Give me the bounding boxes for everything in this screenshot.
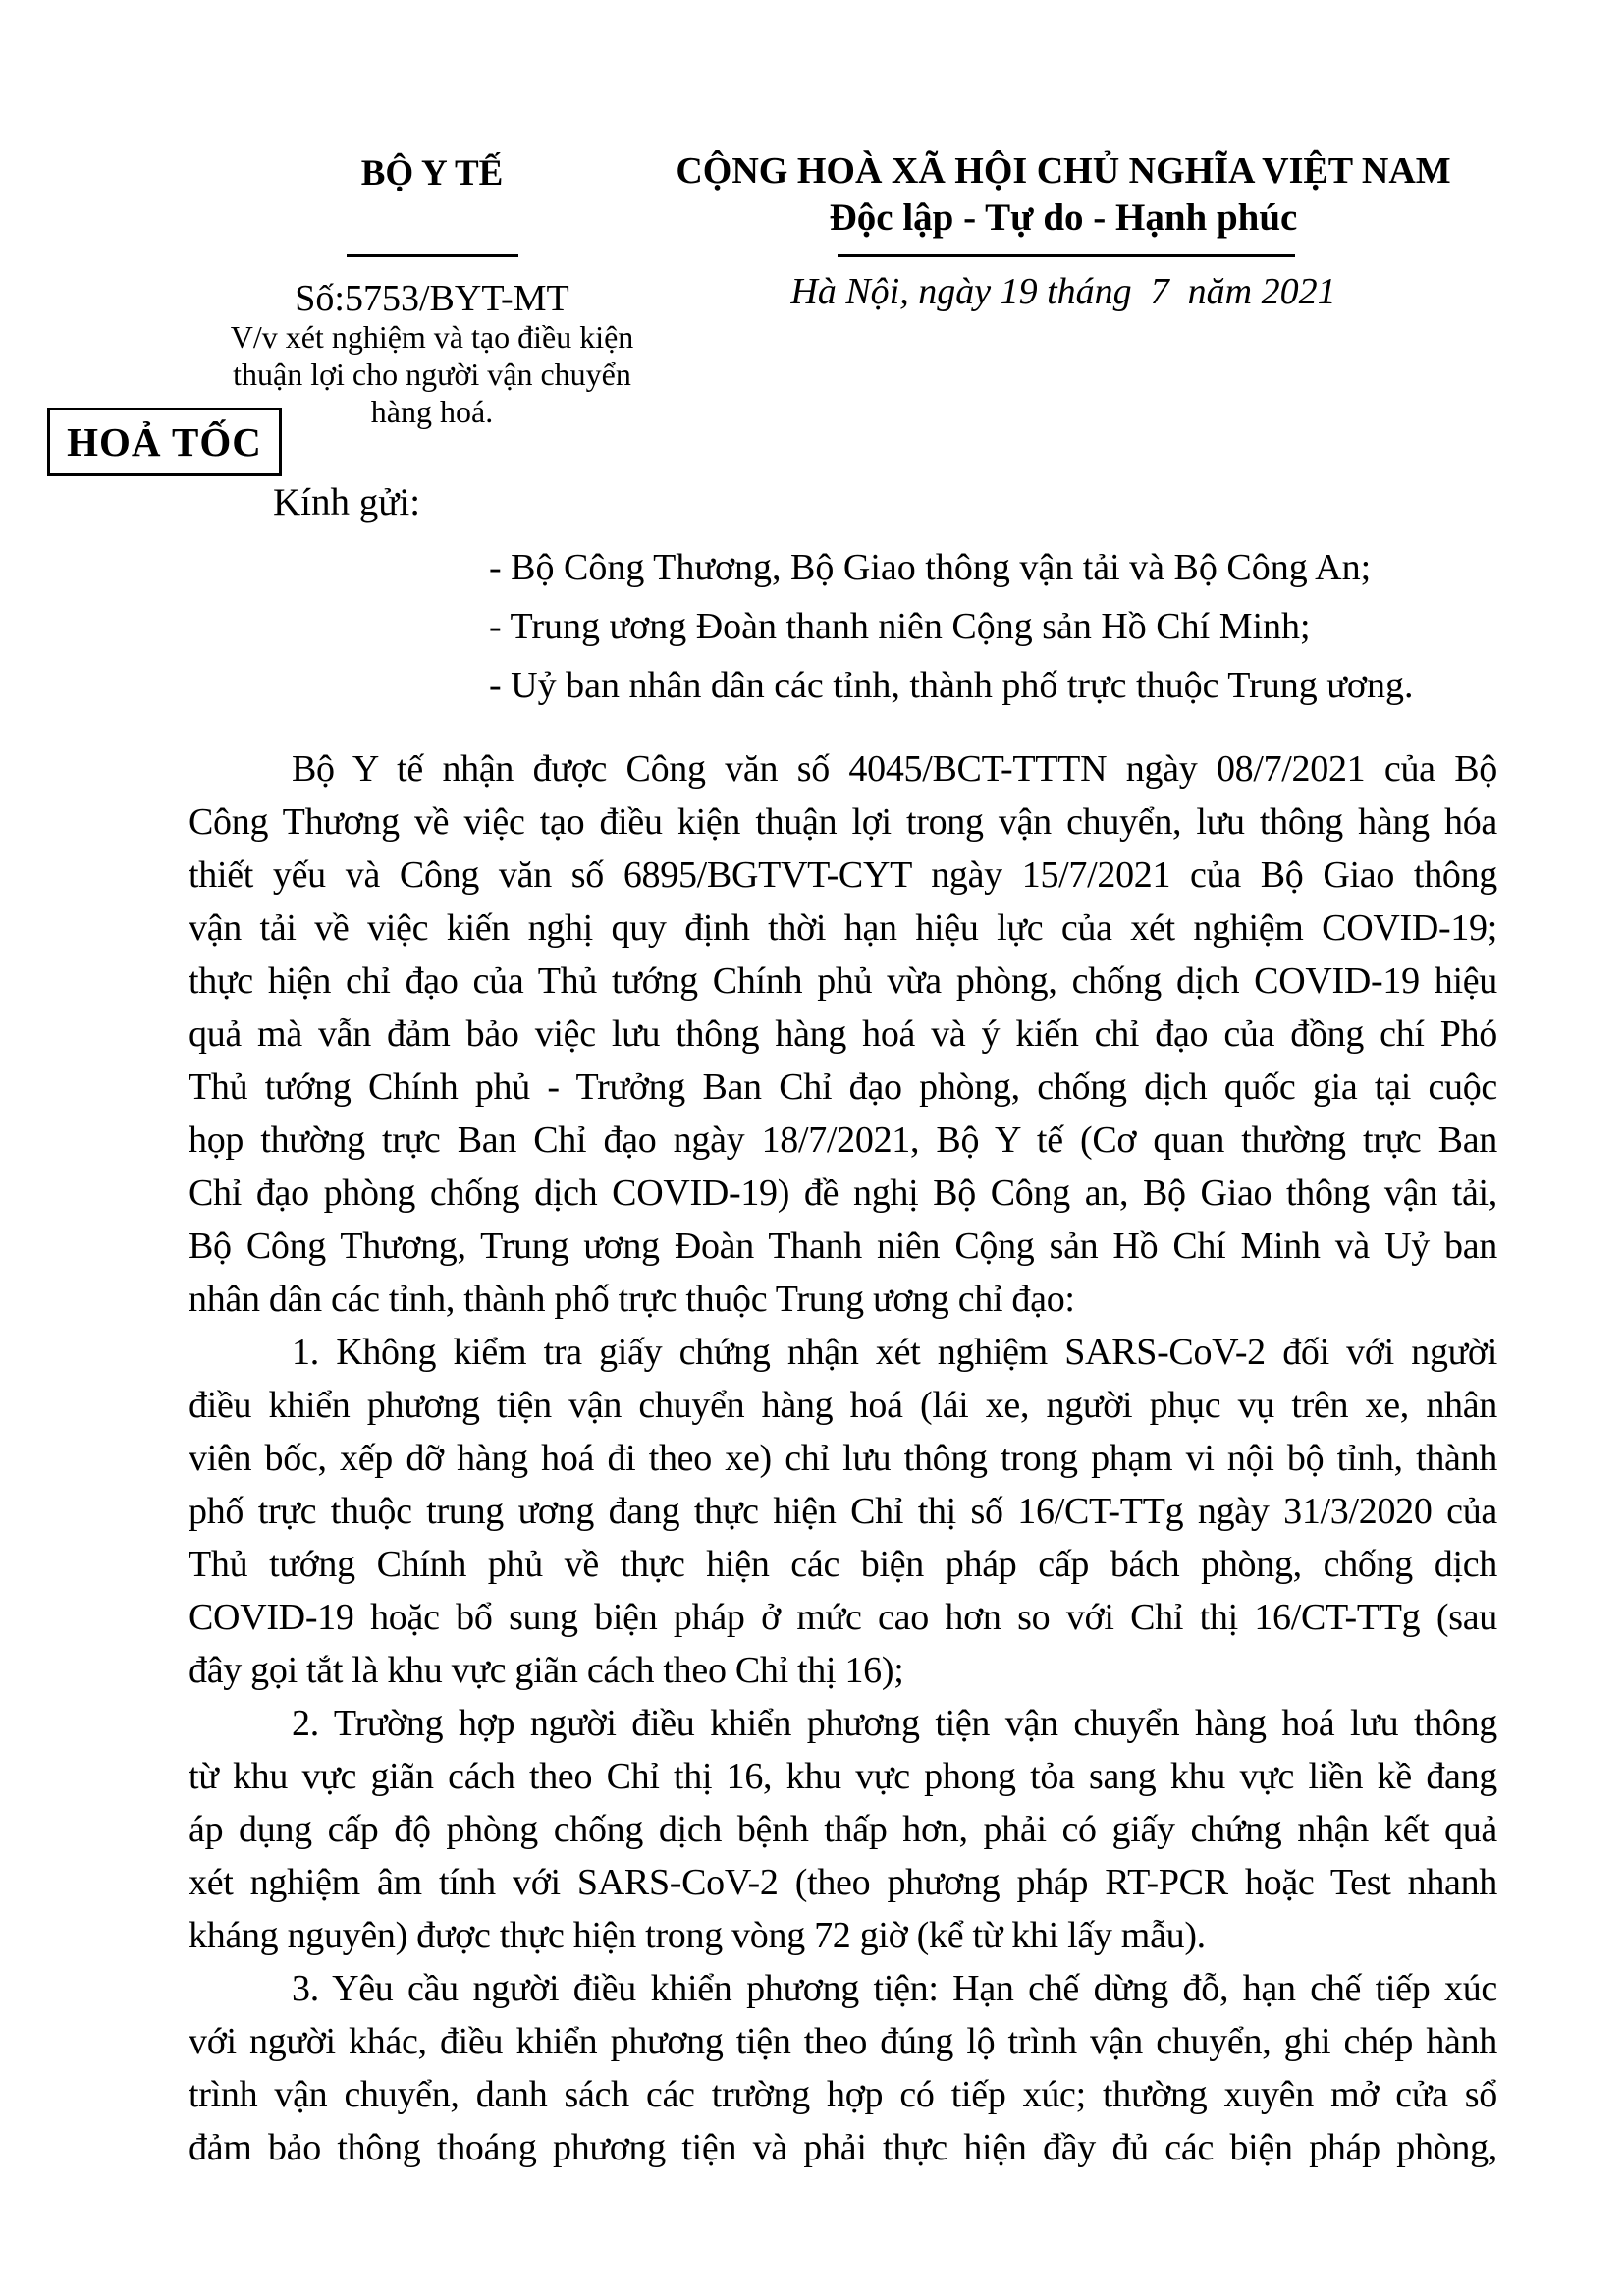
motto-divider <box>838 254 1295 257</box>
body-line: Chỉ đạo phòng chống dịch COVID-19) đề nghị Bộ Công an, Bộ Giao thông vận tải, <box>189 1173 1497 1214</box>
salutation: Kính gửi: <box>273 481 421 523</box>
body-line: xét nghiệm âm tính với SARS-CoV-2 (theo phương pháp RT-PCR hoặc Test nhanh <box>189 1862 1497 1903</box>
body-line: nhân dân các tỉnh, thành phố trực thuộc Trung ương chỉ đạo: <box>189 1279 1075 1320</box>
body-line: đây gọi tắt là khu vực giãn cách theo Chỉ thị 16); <box>189 1650 904 1691</box>
body-paragraph <box>189 742 1497 1326</box>
national-title: CỘNG HOÀ XÃ HỘI CHỦ NGHĨA VIỆT NAM <box>676 150 1451 191</box>
body-line: từ khu vực giãn cách theo Chỉ thị 16, khu vực phong tỏa sang khu vực liền kề đang <box>189 1756 1497 1797</box>
body-line: áp dụng cấp độ phòng chống dịch bệnh thấp hơn, phải có giấy chứng nhận kết quả <box>189 1809 1497 1850</box>
body-paragraph <box>189 1326 1497 1697</box>
body-line: quả mà vẫn đảm bảo việc lưu thông hàng hoá và ý kiến chỉ đạo của đồng chí Phó <box>189 1013 1497 1055</box>
body-line: thực hiện chỉ đạo của Thủ tướng Chính phủ vừa phòng, chống dịch COVID-19 hiệu <box>189 960 1497 1002</box>
recipient-line: - Trung ương Đoàn thanh niên Cộng sản Hồ Chí Minh; <box>489 606 1311 647</box>
body-line: vận tải về việc kiến nghị quy định thời hạn hiệu lực của xét nghiệm COVID-19; <box>189 907 1497 949</box>
place-date-line: Hà Nội, ngày 19 tháng 7 năm 2021 <box>790 271 1336 312</box>
urgency-stamp-label: HOẢ TỐC <box>67 419 262 465</box>
org-divider <box>347 254 518 257</box>
body-line: Công Thương về việc tạo điều kiện thuận lợi trong vận chuyển, lưu thông hàng hóa <box>189 801 1497 843</box>
body-line: với người khác, điều khiển phương tiện theo đúng lộ trình vận chuyển, ghi chép hành <box>189 2021 1497 2062</box>
body-line: đảm bảo thông thoáng phương tiện và phải thực hiện đầy đủ các biện pháp phòng, <box>189 2127 1497 2168</box>
body-line: viên bốc, xếp dỡ hàng hoá đi theo xe) chỉ lưu thông trong phạm vi nội bộ tỉnh, thành <box>189 1438 1497 1479</box>
national-motto: Độc lập - Tự do - Hạnh phúc <box>829 196 1298 239</box>
body-line: 1. Không kiểm tra giấy chứng nhận xét nghiệm SARS-CoV-2 đối với người <box>292 1332 1497 1373</box>
body-line: Bộ Công Thương, Trung ương Đoàn Thanh niên Cộng sản Hồ Chí Minh và Uỷ ban <box>189 1226 1497 1267</box>
body-line: 2. Trường hợp người điều khiển phương tiện vận chuyển hàng hoá lưu thông <box>292 1703 1497 1744</box>
body-line: 3. Yêu cầu người điều khiển phương tiện: Hạn chế dừng đỗ, hạn chế tiếp xúc <box>292 1968 1497 2009</box>
body-line: kháng nguyên) được thực hiện trong vòng 72 giờ (kể từ khi lấy mẫu). <box>189 1915 1206 1956</box>
body-line: phố trực thuộc trung ương đang thực hiện Chỉ thị số 16/CT-TTg ngày 31/3/2020 của <box>189 1491 1497 1532</box>
recipients-list <box>489 538 1500 715</box>
document-body <box>189 742 1497 2174</box>
urgency-stamp <box>47 408 282 476</box>
body-line: COVID-19 hoặc bổ sung biện pháp ở mức cao hơn so với Chỉ thị 16/CT-TTg (sau <box>189 1597 1497 1638</box>
body-line: trình vận chuyển, danh sách các trường hợp có tiếp xúc; thường xuyên mở cửa sổ <box>189 2074 1497 2115</box>
recipient-line: - Uỷ ban nhân dân các tỉnh, thành phố trực thuộc Trung ương. <box>489 665 1414 706</box>
body-line: họp thường trực Ban Chỉ đạo ngày 18/7/2021, Bộ Y tế (Cơ quan thường trực Ban <box>189 1120 1497 1161</box>
body-line: điều khiển phương tiện vận chuyển hàng hoá (lái xe, người phục vụ trên xe, nhân <box>189 1385 1497 1426</box>
doc-subject-line: thuận lợi cho người vận chuyển <box>233 356 631 392</box>
body-line: Thủ tướng Chính phủ về thực hiện các biện pháp cấp bách phòng, chống dịch <box>189 1544 1497 1585</box>
body-line: Bộ Y tế nhận được Công văn số 4045/BCT-TTTN ngày 08/7/2021 của Bộ <box>292 748 1497 790</box>
recipient-line: - Bộ Công Thương, Bộ Giao thông vận tải và Bộ Công An; <box>489 547 1372 588</box>
doc-subject-line: V/v xét nghiệm và tạo điều kiện <box>230 319 634 355</box>
doc-subject-line: hàng hoá. <box>370 394 494 429</box>
body-paragraph <box>189 1697 1497 1962</box>
body-line: Thủ tướng Chính phủ - Trưởng Ban Chỉ đạo phòng, chống dịch quốc gia tại cuộc <box>189 1066 1497 1108</box>
org-name: BỘ Y TẾ <box>360 153 504 193</box>
body-line: thiết yếu và Công văn số 6895/BGTVT-CYT ngày 15/7/2021 của Bộ Giao thông <box>189 854 1497 896</box>
body-paragraph <box>189 1962 1497 2174</box>
doc-number: Số:5753/BYT-MT <box>295 278 569 319</box>
